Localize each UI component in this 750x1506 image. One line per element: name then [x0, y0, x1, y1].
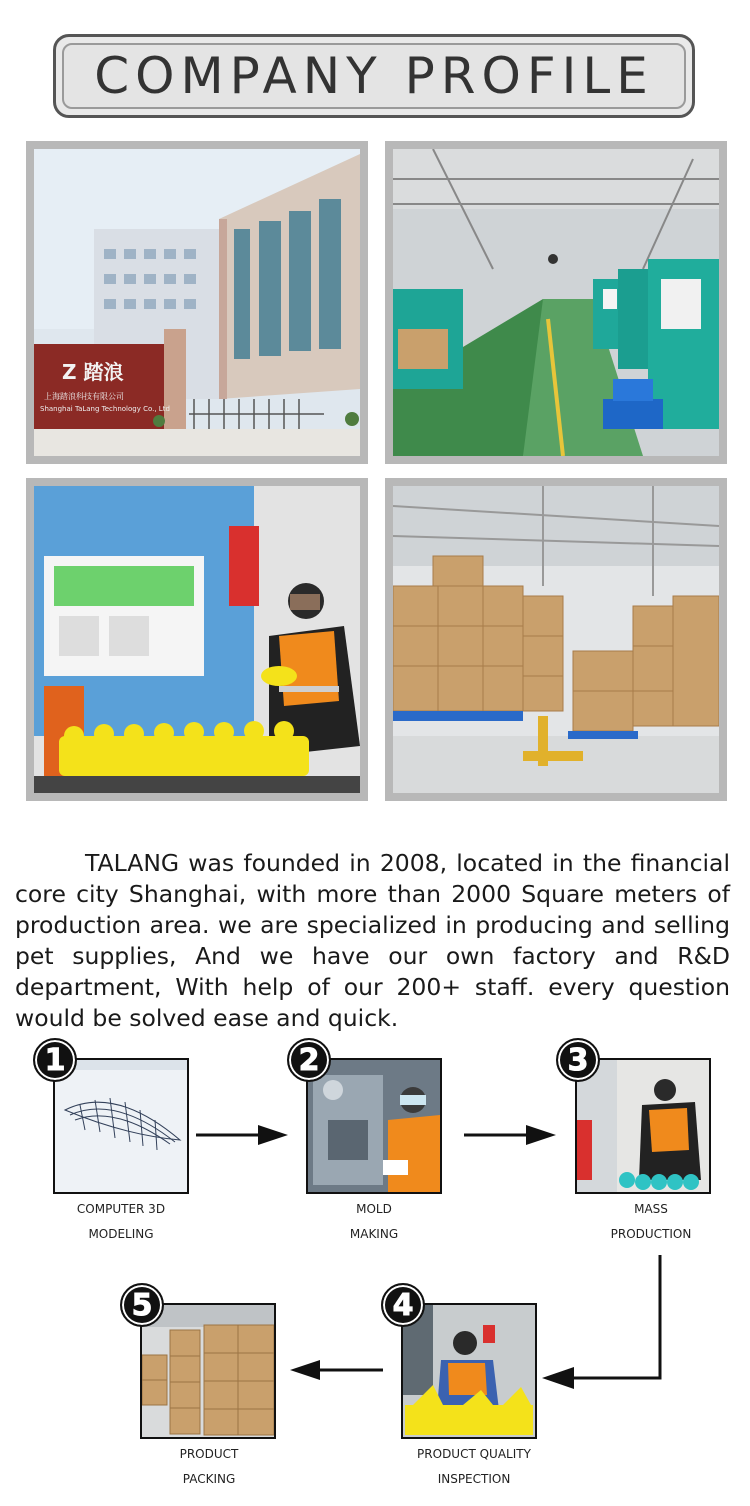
- factory-building-photo: [26, 141, 368, 464]
- step-1-badge: 1: [33, 1038, 77, 1082]
- step-2-badge: 2: [287, 1038, 331, 1082]
- step-5-label-line2: PACKING: [182, 1472, 236, 1486]
- step-2-label-line1: MOLD: [356, 1202, 392, 1216]
- step-5-label-line1: PRODUCT: [179, 1447, 239, 1461]
- step-5-badge: 5: [120, 1283, 164, 1327]
- step-2-image: [306, 1058, 442, 1194]
- page-title: COMPANY PROFILE: [94, 47, 654, 105]
- step-3-label-line1: MASS: [634, 1202, 668, 1216]
- step-4-label: [394, 1442, 554, 1492]
- worker-at-molding-machine-photo: [26, 478, 368, 801]
- step-4-image: [401, 1303, 537, 1439]
- step-4-label-line1: PRODUCT QUALITY: [417, 1447, 531, 1461]
- step-3-badge: 3: [556, 1038, 600, 1082]
- injection-molding-line-photo: [385, 141, 727, 464]
- step-1-label-line1: COMPUTER 3D: [76, 1202, 166, 1216]
- sign-en-text: Shanghai TaLang Technology Co., Ltd: [40, 405, 170, 413]
- step-2-label: [294, 1197, 454, 1247]
- arrow-down-left-icon: [540, 1255, 665, 1390]
- step-3-label-line2: PRODUCTION: [610, 1227, 692, 1241]
- arrow-right-icon: [464, 1123, 557, 1147]
- step-5-image: [140, 1303, 276, 1439]
- company-intro-paragraph: [15, 848, 730, 1034]
- company-intro-text: TALANG was founded in 2008, located in the financial core city Shanghai, with more than 2000 Square meters of production area. we are specialized in producing and selling pet supplies, And we have our own factory and R&D department, With help of our 200+ staff. every question would be solved ease and quick.: [15, 848, 730, 1032]
- arrow-left-icon: [290, 1358, 383, 1382]
- step-5-label: [129, 1442, 289, 1492]
- svg-text:Z 踏浪: Z 踏浪: [62, 360, 124, 384]
- step-1-label-line2: MODELING: [88, 1227, 154, 1241]
- step-4-badge: 4: [381, 1283, 425, 1327]
- step-4-label-line2: INSPECTION: [437, 1472, 511, 1486]
- step-1-image: [53, 1058, 189, 1194]
- title-banner: [62, 43, 686, 109]
- step-1-label: [41, 1197, 201, 1247]
- arrow-right-icon: [196, 1123, 289, 1147]
- step-3-label: [571, 1197, 731, 1247]
- sign-cn-text: 上海踏浪科技有限公司: [44, 392, 124, 401]
- warehouse-cartons-photo: [385, 478, 727, 801]
- step-2-label-line2: MAKING: [349, 1227, 399, 1241]
- step-3-image: [575, 1058, 711, 1194]
